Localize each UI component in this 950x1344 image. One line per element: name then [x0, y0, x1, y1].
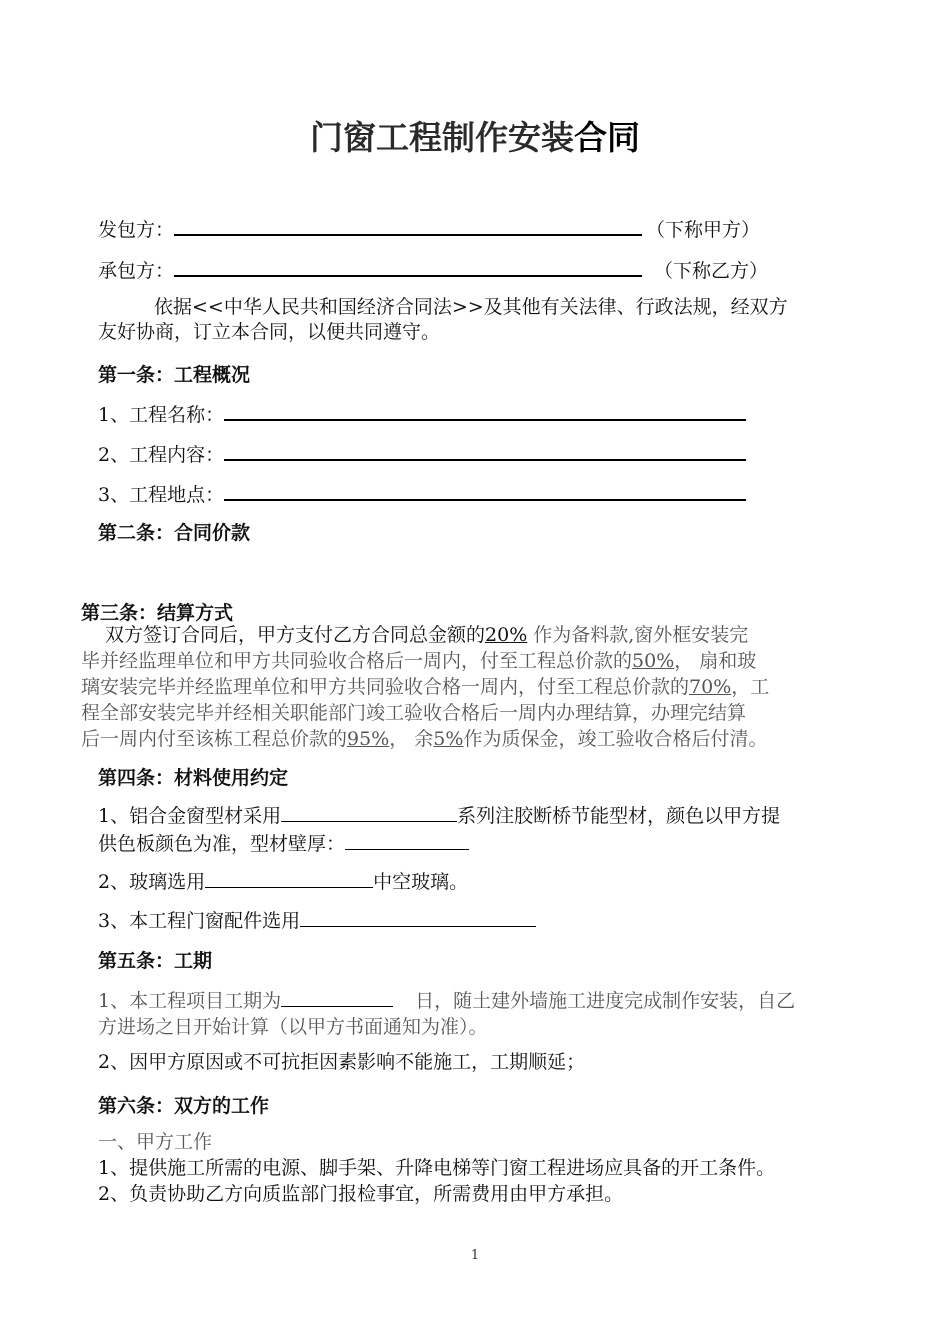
project-content-line [98, 439, 746, 468]
material-profile-label: 1、铝合金窗型材采用 [98, 805, 282, 827]
material-profile-text: 系列注胶断桥节能型材，颜色以甲方提 [457, 805, 781, 827]
hardware-label: 3、本工程门窗配件选用 [98, 910, 301, 932]
schedule-text-2: 方进场之日开始计算（以甲方书面通知为准）。 [98, 1016, 488, 1038]
article-3-heading: 第三条：结算方式 [81, 602, 234, 624]
hardware-blank[interactable] [300, 906, 536, 927]
glass-blank[interactable] [205, 867, 373, 888]
settlement-text-3b: ，工 [731, 676, 770, 698]
project-name-blank[interactable] [224, 399, 746, 421]
project-location-blank[interactable] [224, 479, 746, 501]
article-4-heading: 第四条：材料使用约定 [98, 767, 289, 789]
project-name-label: 1、工程名称： [98, 404, 225, 426]
document-title [0, 112, 950, 159]
material-item-1 [98, 801, 780, 857]
retention-percent: 5% [433, 728, 464, 750]
employer-blank[interactable] [174, 214, 642, 236]
project-content-label: 2、工程内容： [98, 444, 225, 466]
settlement-text-1: 双方签订合同后，甲方支付乙方合同总金额的 [105, 624, 486, 646]
schedule-label: 1、本工程项目工期为 [98, 990, 282, 1012]
project-location-label: 3、工程地点： [98, 484, 225, 506]
wall-thickness-label: 供色板颜色为准，型材壁厚： [98, 833, 346, 855]
title-suffix-text: 合同 [574, 118, 640, 157]
glass-text: 中空玻璃。 [373, 871, 469, 893]
settlement-text-1b: 作为备料款,窗外框安装完 [533, 624, 749, 646]
material-item-3 [98, 906, 536, 934]
profile-series-blank[interactable] [281, 801, 457, 822]
contractor-line [98, 255, 768, 284]
contractor-blank[interactable] [174, 255, 642, 277]
wall-thickness-blank[interactable] [345, 829, 469, 850]
schedule-days-blank[interactable] [281, 986, 393, 1007]
employer-duties [98, 1129, 775, 1207]
schedule-text: 日，随土建外墙施工进度完成制作安装，自乙 [415, 990, 796, 1012]
settlement-text-5: 后一周内付至该栋工程总价款的 [81, 728, 348, 750]
employer-duty-1: 1、提供施工所需的电源、脚手架、升降电梯等门窗工程进场应具备的开工条件。 [98, 1157, 776, 1179]
glass-label: 2、玻璃选用 [98, 871, 206, 893]
final-percent: 95% [347, 728, 390, 750]
article-6-heading: 第六条：双方的工作 [98, 1095, 270, 1117]
employer-label: 发包方： [98, 219, 175, 241]
project-content-blank[interactable] [224, 439, 746, 461]
intro-line-1: 依据<<中华人民共和国经济合同法>>及其他有关法律、行政法规，经双方 [154, 296, 788, 318]
page-number: 1 [470, 1248, 480, 1263]
settlement-text-2b: ， 扇和玻 [674, 650, 757, 672]
employer-duty-2: 2、负责协助乙方向质监部门报检事宜，所需费用由甲方承担。 [98, 1183, 624, 1205]
article-1-heading: 第一条：工程概况 [98, 364, 251, 386]
employer-suffix: （下称甲方） [646, 219, 761, 241]
glass-percent: 70% [689, 676, 732, 698]
settlement-text-5b: ， 余 [389, 728, 434, 750]
project-location-line [98, 479, 746, 508]
article-5-heading: 第五条：工期 [98, 950, 213, 972]
contractor-suffix: （下称乙方） [654, 260, 769, 282]
project-name-line [98, 399, 746, 428]
material-item-2 [98, 867, 468, 895]
settlement-text-2: 毕并经监理单位和甲方共同验收合格后一周内，付至工程总价款的 [81, 650, 633, 672]
article-2-heading: 第二条：合同价款 [98, 522, 251, 544]
settlement-text-4: 程全部安装完毕并经相关职能部门竣工验收合格后一周内办理结算，办理完结算 [81, 702, 747, 724]
settlement-text-5c: 作为质保金，竣工验收合格后付清。 [463, 728, 768, 750]
employer-line [98, 214, 760, 243]
frame-percent: 50% [632, 650, 675, 672]
advance-percent: 20% [485, 624, 528, 646]
schedule-item-2: 2、因甲方原因或不可抗拒因素影响不能施工，工期顺延； [98, 1051, 586, 1073]
schedule-item-1 [98, 986, 795, 1040]
title-main-text: 门窗工程制作安装 [310, 118, 574, 157]
settlement-text-3: 璃安装完毕并经监理单位和甲方共同验收合格一周内，付至工程总价款的 [81, 676, 690, 698]
employer-duties-heading: 一、甲方工作 [98, 1131, 213, 1153]
settlement-paragraph [81, 622, 769, 752]
intro-line-2: 友好协商，订立本合同，以便共同遵守。 [98, 321, 441, 343]
contractor-label: 承包方： [98, 260, 175, 282]
